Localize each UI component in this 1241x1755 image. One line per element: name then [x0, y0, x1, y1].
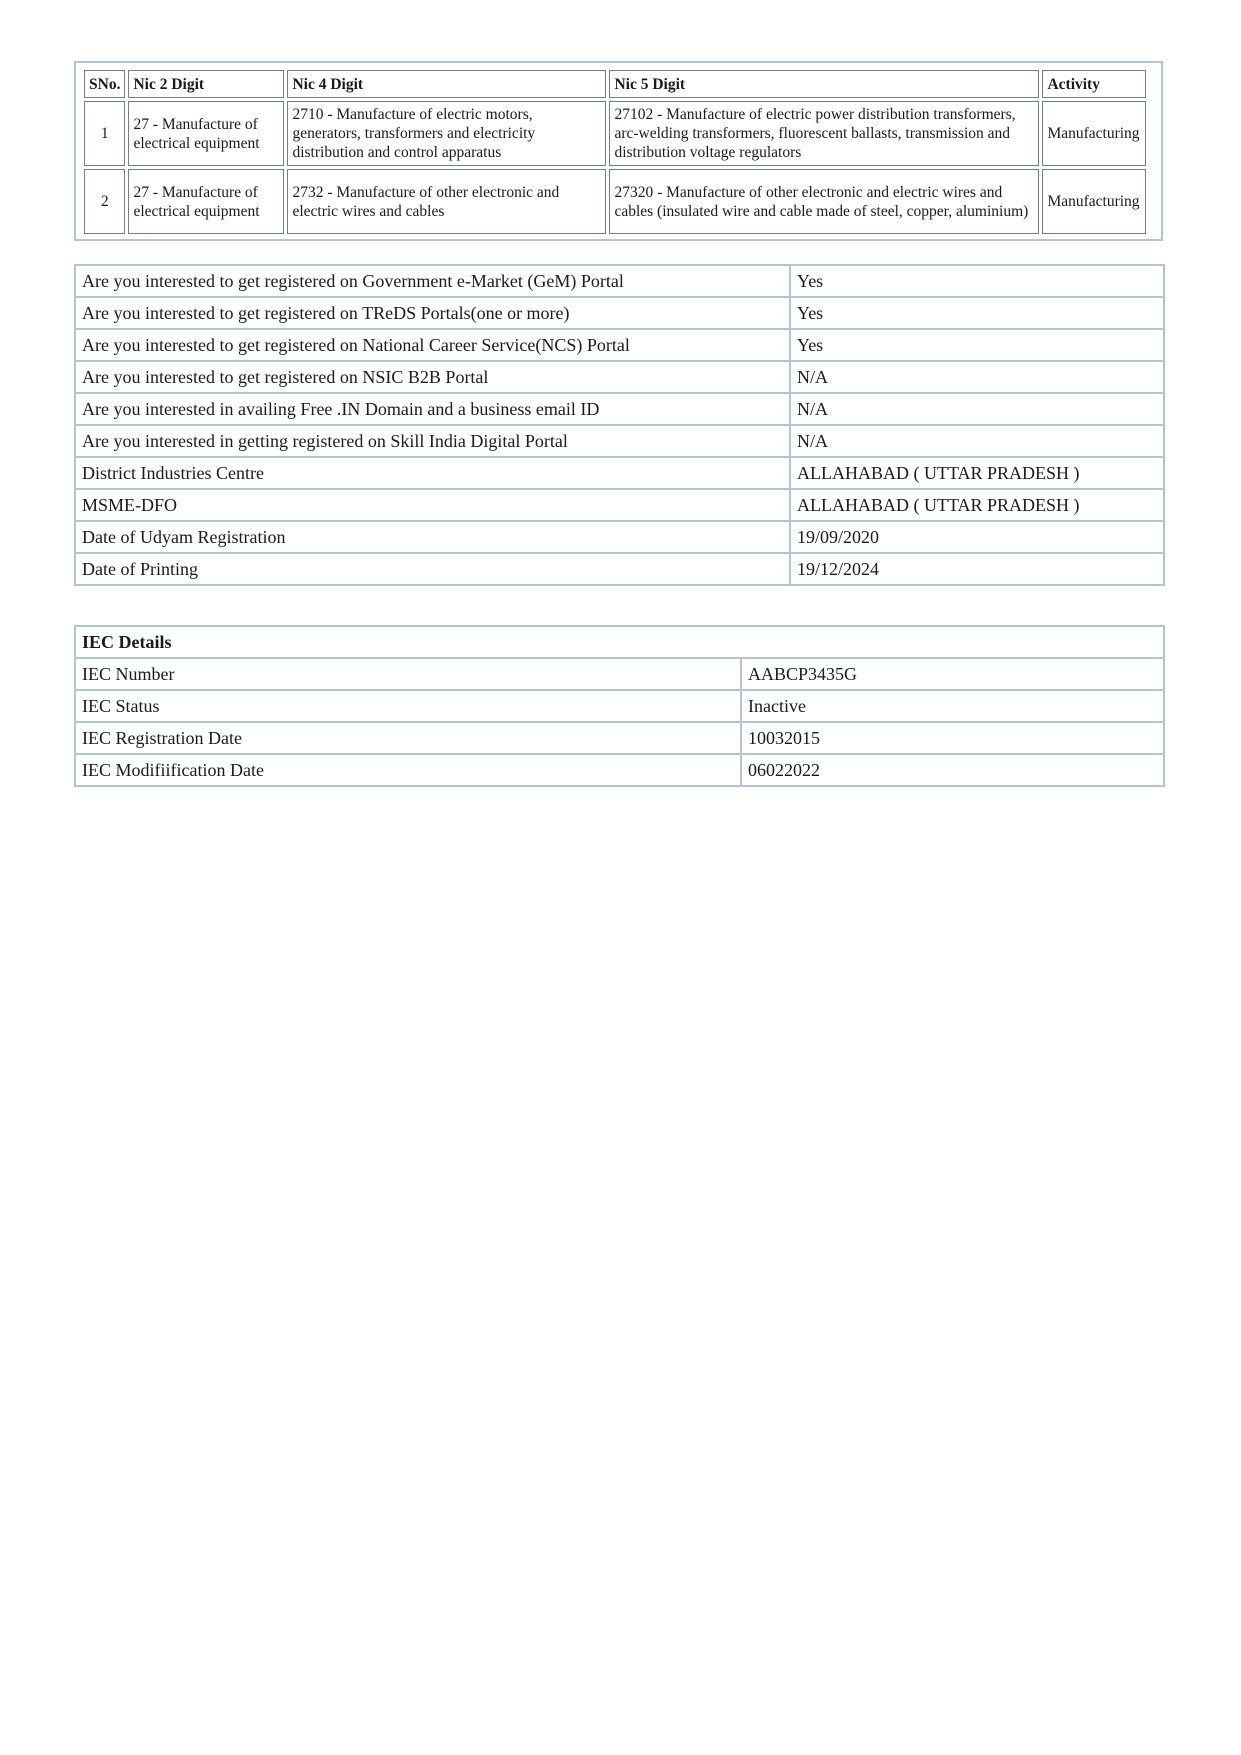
- cell-nic2: 27 - Manufacture of electrical equipment: [128, 101, 284, 166]
- info-value: Yes: [790, 297, 1164, 329]
- header-sno: SNo.: [84, 70, 125, 98]
- table-row: [75, 489, 1164, 521]
- table-row: [75, 658, 1164, 690]
- cell-sno: 1: [84, 101, 125, 166]
- info-label: Date of Udyam Registration: [75, 521, 790, 553]
- info-value: Yes: [790, 329, 1164, 361]
- info-value: 19/09/2020: [790, 521, 1164, 553]
- cell-nic4: 2732 - Manufacture of other electronic and electric wires and cables: [287, 169, 606, 234]
- header-nic5: Nic 5 Digit: [609, 70, 1039, 98]
- cell-activity: Manufacturing: [1042, 101, 1146, 166]
- info-label: Are you interested to get registered on National Career Service(NCS) Portal: [75, 329, 790, 361]
- nic-code-table-container: [74, 61, 1163, 241]
- info-value: ALLAHABAD ( UTTAR PRADESH ): [790, 457, 1164, 489]
- table-row: [75, 521, 1164, 553]
- table-row: [75, 690, 1164, 722]
- table-row: [75, 265, 1164, 297]
- table-row: [75, 297, 1164, 329]
- header-nic2: Nic 2 Digit: [128, 70, 284, 98]
- info-value: N/A: [790, 425, 1164, 457]
- info-label: District Industries Centre: [75, 457, 790, 489]
- iec-value: AABCP3435G: [741, 658, 1164, 690]
- iec-value: Inactive: [741, 690, 1164, 722]
- info-label: MSME-DFO: [75, 489, 790, 521]
- cell-activity: Manufacturing: [1042, 169, 1146, 234]
- table-row: [75, 361, 1164, 393]
- info-value: N/A: [790, 361, 1164, 393]
- table-row: [75, 393, 1164, 425]
- cell-nic5: 27320 - Manufacture of other electronic and electric wires and cables (insulated wire and cable made of steel, copper, aluminium): [609, 169, 1039, 234]
- iec-label: IEC Number: [75, 658, 741, 690]
- cell-sno: 2: [84, 169, 125, 234]
- table-row: [75, 722, 1164, 754]
- info-label: Are you interested to get registered on TReDS Portals(one or more): [75, 297, 790, 329]
- info-label: Are you interested in availing Free .IN Domain and a business email ID: [75, 393, 790, 425]
- table-row: [75, 425, 1164, 457]
- cell-nic2: 27 - Manufacture of electrical equipment: [128, 169, 284, 234]
- iec-label: IEC Status: [75, 690, 741, 722]
- nic-code-table: [81, 67, 1149, 237]
- registration-info-table: [74, 264, 1165, 586]
- table-row: [75, 553, 1164, 585]
- iec-label: IEC Registration Date: [75, 722, 741, 754]
- iec-title-row: [75, 626, 1164, 658]
- table-row: [84, 101, 1146, 166]
- iec-section-title: IEC Details: [75, 626, 1164, 658]
- header-activity: Activity: [1042, 70, 1146, 98]
- table-row: [84, 169, 1146, 234]
- iec-details-table: [74, 625, 1165, 787]
- table-row: [75, 754, 1164, 786]
- info-label: Are you interested to get registered on NSIC B2B Portal: [75, 361, 790, 393]
- cell-nic4: 2710 - Manufacture of electric motors, generators, transformers and electricity distribution and control apparatus: [287, 101, 606, 166]
- info-label: Are you interested to get registered on Government e-Market (GeM) Portal: [75, 265, 790, 297]
- info-label: Are you interested in getting registered on Skill India Digital Portal: [75, 425, 790, 457]
- info-value: ALLAHABAD ( UTTAR PRADESH ): [790, 489, 1164, 521]
- cell-nic5: 27102 - Manufacture of electric power distribution transformers, arc-welding transformers, fluorescent ballasts, transmission and distribution voltage regulators: [609, 101, 1039, 166]
- info-label: Date of Printing: [75, 553, 790, 585]
- iec-label: IEC Modifiification Date: [75, 754, 741, 786]
- iec-value: 06022022: [741, 754, 1164, 786]
- info-value: N/A: [790, 393, 1164, 425]
- nic-header-row: [84, 70, 1146, 98]
- header-nic4: Nic 4 Digit: [287, 70, 606, 98]
- info-value: Yes: [790, 265, 1164, 297]
- info-value: 19/12/2024: [790, 553, 1164, 585]
- table-row: [75, 329, 1164, 361]
- iec-value: 10032015: [741, 722, 1164, 754]
- table-row: [75, 457, 1164, 489]
